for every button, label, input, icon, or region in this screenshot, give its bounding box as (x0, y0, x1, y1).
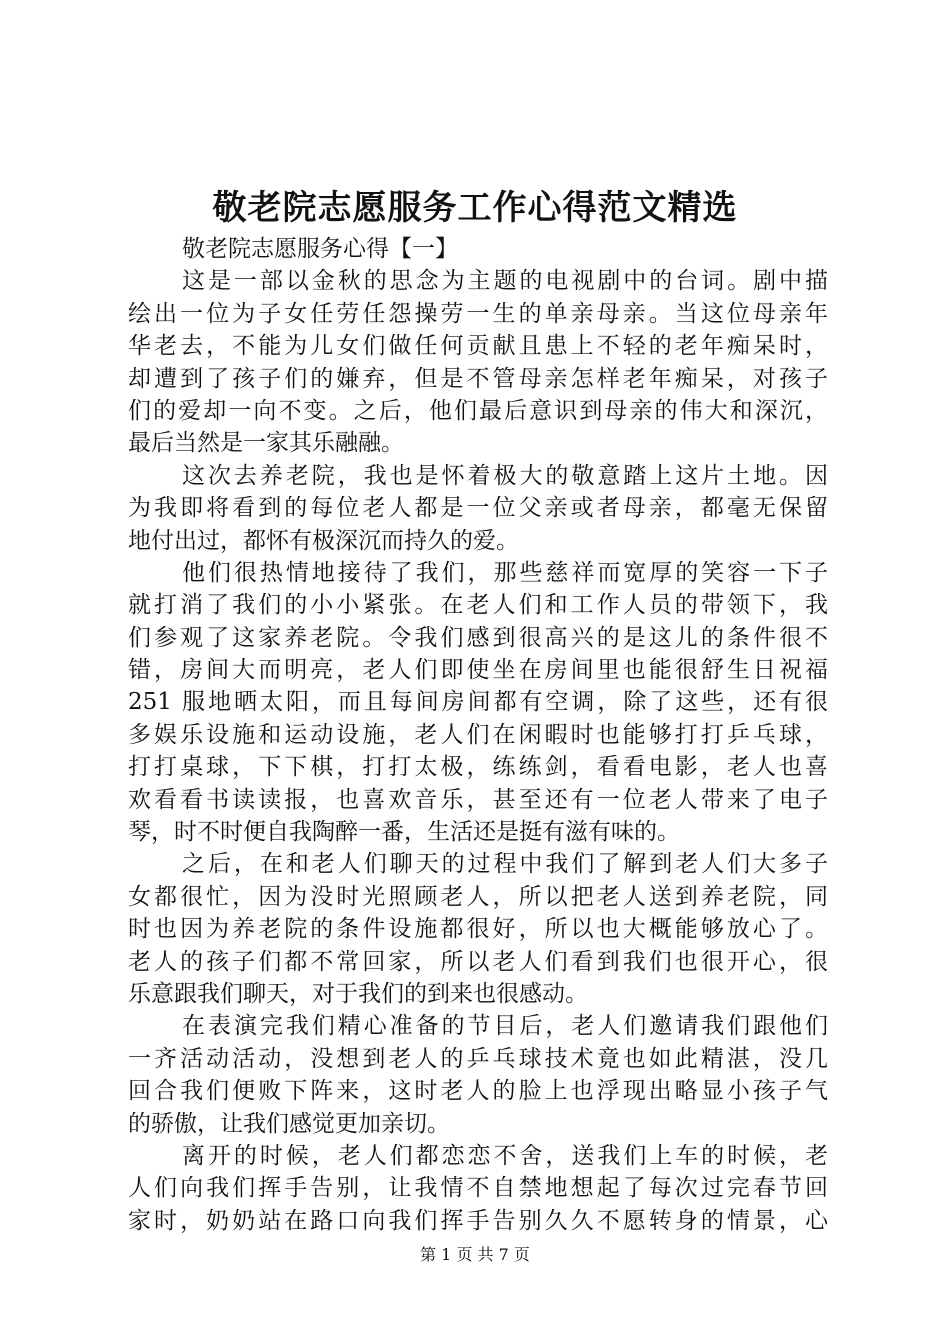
document-title: 敬老院志愿服务工作心得范文精选 (212, 188, 738, 228)
paragraph-line: 却遭到了孩子们的嫌弃，但是不管母亲怎样老年痴呆，对孩子 (128, 365, 828, 392)
paragraph-line: 欢看看书读读报，也喜欢音乐，甚至还有一位老人带来了电子 (128, 786, 828, 813)
paragraph-line: 离开的时候，老人们都恋恋不舍，送我们上车的时候，老 (182, 1142, 828, 1169)
paragraph-line: 错，房间大而明亮，老人们即使坐在房间里也能很舒生日祝福 (128, 657, 828, 684)
paragraph-line: 多娱乐设施和运动设施，老人们在闲暇时也能够打打乒乓球， (128, 721, 828, 748)
paragraph-line: 的骄傲，让我们感觉更加亲切。 (128, 1110, 450, 1137)
paragraph-line: 们参观了这家养老院。令我们感到很高兴的是这儿的条件很不 (128, 624, 828, 651)
paragraph-line: 一齐活动活动，没想到老人的乒乓球技术竟也如此精湛，没几 (128, 1045, 828, 1072)
paragraph-line: 之后，在和老人们聊天的过程中我们了解到老人们大多子 (182, 851, 828, 878)
paragraph-line: 女都很忙，因为没时光照顾老人，所以把老人送到养老院，同 (128, 883, 828, 910)
paragraph-line: 他们很热情地接待了我们，那些慈祥而宽厚的笑容一下子 (182, 559, 828, 586)
paragraph-line: 乐意跟我们聊天，对于我们的到来也很感动。 (128, 980, 588, 1007)
section-subheading: 敬老院志愿服务心得【一】 (182, 236, 458, 262)
paragraph-line: 为我即将看到的每位老人都是一位父亲或者母亲，都毫无保留 (128, 495, 828, 522)
paragraph-line: 最后当然是一家其乐融融。 (128, 430, 404, 457)
document-body (128, 233, 828, 1237)
paragraph-line: 这是一部以金秋的思念为主题的电视剧中的台词。剧中描 (182, 268, 828, 295)
paragraph-line: 琴，时不时便自我陶醉一番，生活还是挺有滋有味的。 (128, 819, 680, 846)
paragraph-line: 地付出过，都怀有极深沉而持久的爱。 (128, 527, 519, 554)
paragraph-line: 们的爱却一向不变。之后，他们最后意识到母亲的伟大和深沉， (128, 397, 828, 424)
paragraph-line: 家时，奶奶站在路口向我们挥手告别久久不愿转身的情景，心 (128, 1207, 828, 1234)
paragraph-line: 就打消了我们的小小紧张。在老人们和工作人员的带领下，我 (128, 592, 828, 619)
paragraph-line: 打打桌球，下下棋，打打太极，练练剑，看看电影，老人也喜 (128, 754, 828, 781)
paragraph-line: 回合我们便败下阵来，这时老人的脸上也浮现出略显小孩子气 (128, 1078, 828, 1105)
paragraph-line: 老人的孩子们都不常回家，所以老人们看到我们也很开心，很 (128, 948, 828, 975)
page-footer: 第 1 页 共 7 页 (420, 1245, 530, 1264)
paragraph-line: 时也因为养老院的条件设施都很好，所以也大概能够放心了。 (128, 916, 828, 943)
paragraph-line: 251 服地晒太阳，而且每间房间都有空调，除了这些，还有很 (128, 689, 828, 716)
paragraph-line: 人们向我们挥手告别，让我情不自禁地想起了每次过完春节回 (128, 1175, 828, 1202)
paragraph-line: 华老去，不能为儿女们做任何贡献且患上不轻的老年痴呆时， (128, 333, 828, 360)
paragraph-line: 这次去养老院，我也是怀着极大的敬意踏上这片土地。因 (182, 462, 828, 489)
paragraph-line: 在表演完我们精心准备的节目后，老人们邀请我们跟他们 (182, 1013, 828, 1040)
paragraph-line: 绘出一位为子女任劳任怨操劳一生的单亲母亲。当这位母亲年 (128, 300, 828, 327)
